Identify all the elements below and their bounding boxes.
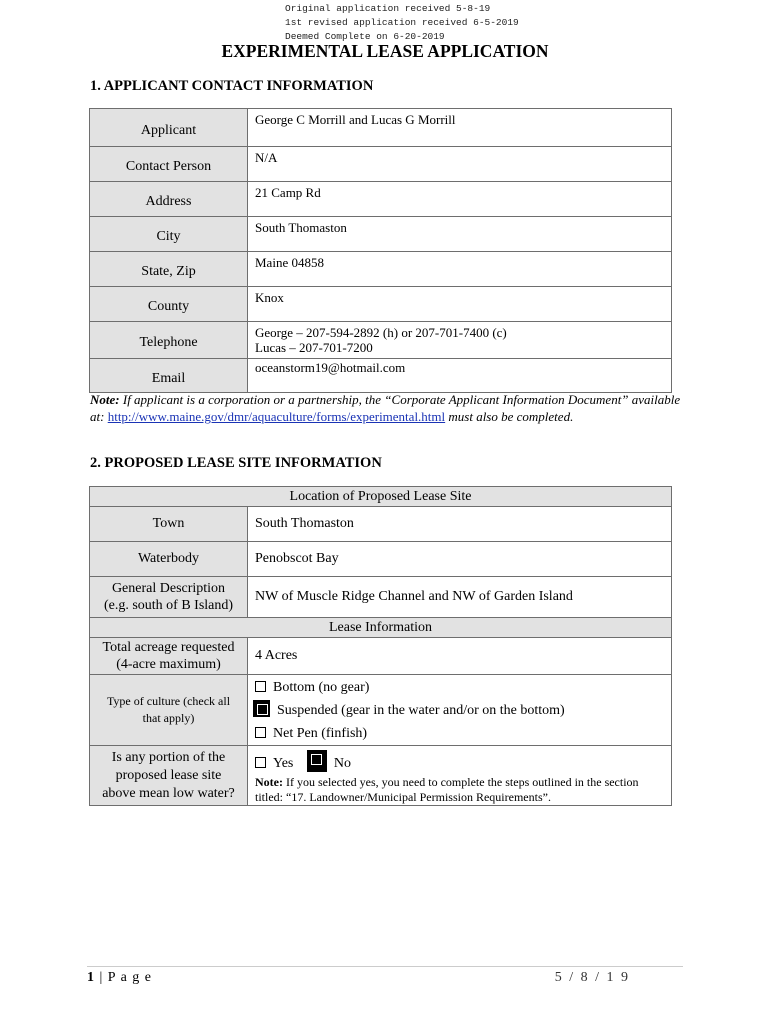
- table-row: [90, 147, 672, 182]
- page-number: [87, 970, 152, 986]
- table-row: [90, 487, 672, 507]
- table-row: [90, 618, 672, 638]
- bottom-label: Bottom (no gear): [273, 679, 370, 695]
- table-row: [90, 638, 672, 675]
- applicant-contact-table: [89, 108, 672, 393]
- above-water-label-3: above mean low water?: [102, 785, 235, 801]
- applicant-label: Applicant: [140, 122, 197, 138]
- table-row: [90, 542, 672, 577]
- email-label: Email: [151, 370, 186, 386]
- contact-person-label: Contact Person: [125, 159, 212, 174]
- waterbody-value: Penobscot Bay: [248, 542, 672, 577]
- net-pen-checkbox[interactable]: [255, 727, 266, 738]
- culture-option-suspended[interactable]: [255, 699, 664, 722]
- table-row: [90, 507, 672, 542]
- lease-site-table: [89, 486, 672, 806]
- note-text-2: must also be completed.: [445, 409, 574, 424]
- suspended-checkbox[interactable]: [253, 700, 270, 717]
- culture-label-2: that apply): [142, 711, 195, 725]
- section2-heading: 2. PROPOSED LEASE SITE INFORMATION: [90, 455, 382, 471]
- page-title: EXPERIMENTAL LEASE APPLICATION: [221, 41, 549, 61]
- footer-divider: [87, 966, 683, 967]
- acreage-value: 4 Acres: [248, 638, 672, 675]
- waterbody-label: Waterbody: [90, 542, 248, 577]
- location-header: Location of Proposed Lease Site: [90, 487, 672, 507]
- address-label: Address: [145, 194, 192, 209]
- city-label: City: [156, 229, 181, 244]
- acreage-label: Total acreage requested: [102, 640, 235, 655]
- town-label: Town: [90, 507, 248, 542]
- section1-heading: 1. APPLICANT CONTACT INFORMATION: [90, 78, 374, 94]
- note-bold: Note:: [90, 392, 120, 407]
- city-value: South Thomaston: [248, 217, 672, 252]
- table-row: [90, 182, 672, 217]
- state-zip-label: State, Zip: [141, 264, 196, 279]
- contact-person-value: N/A: [248, 147, 672, 182]
- net-pen-label: Net Pen (finfish): [273, 725, 368, 741]
- page-num: 1: [87, 970, 95, 985]
- description-example: (e.g. south of B Island): [103, 598, 234, 613]
- description-label: General Description: [111, 581, 226, 596]
- page-label: | P a g e: [95, 970, 152, 985]
- above-note-bold: Note:: [255, 775, 283, 789]
- above-water-label-2: proposed lease site: [115, 767, 222, 783]
- culture-option-bottom[interactable]: [255, 676, 664, 699]
- email-value: oceanstorm19@hotmail.com: [248, 359, 672, 393]
- table-row: [90, 359, 672, 393]
- experimental-form-link[interactable]: http://www.maine.gov/dmr/aquaculture/forms/experimental.html: [107, 409, 446, 424]
- telephone-lucas: Lucas – 207-701-7200: [255, 340, 373, 355]
- no-checkbox[interactable]: [307, 750, 327, 772]
- culture-option-net-pen[interactable]: [255, 722, 664, 745]
- county-label: County: [147, 299, 190, 314]
- acreage-max: (4-acre maximum): [116, 657, 221, 672]
- yes-checkbox[interactable]: [255, 757, 266, 768]
- table-row: [90, 217, 672, 252]
- suspended-label: Suspended (gear in the water and/or on the bottom): [277, 702, 565, 718]
- revised-stamp: 1st revised application received 6-5-2019: [285, 17, 519, 28]
- no-label: No: [333, 756, 351, 771]
- corporate-note: [90, 391, 690, 425]
- applicant-value: George C Morrill and Lucas G Morrill: [248, 109, 672, 147]
- lease-info-header: Lease Information: [90, 618, 672, 638]
- town-value: South Thomaston: [248, 507, 672, 542]
- telephone-george: George – 207-594-2892 (h) or 207-701-7400 (c): [255, 325, 507, 340]
- above-water-label: Is any portion of the: [111, 749, 226, 765]
- culture-label: Type of culture (check all: [106, 694, 231, 708]
- above-water-note: [255, 775, 664, 805]
- bottom-checkbox[interactable]: [255, 681, 266, 692]
- table-row: [90, 322, 672, 359]
- table-row: [90, 577, 672, 618]
- table-row: [90, 675, 672, 746]
- county-value: Knox: [248, 287, 672, 322]
- table-row: [90, 109, 672, 147]
- description-value: NW of Muscle Ridge Channel and NW of Garden Island: [248, 577, 672, 618]
- table-row: [90, 252, 672, 287]
- state-zip-value: Maine 04858: [248, 252, 672, 287]
- address-value: 21 Camp Rd: [248, 182, 672, 217]
- footer-date: 5 / 8 / 1 9: [554, 970, 630, 985]
- complete-stamp: Deemed Complete on 6-20-2019: [285, 31, 445, 42]
- yes-label: Yes: [273, 756, 294, 771]
- received-stamp: Original application received 5-8-19: [285, 3, 491, 14]
- above-note-text: If you selected yes, you need to complete the steps outlined in the section titled: “17. Landowner/Municipal Permission Requirements”.: [255, 775, 639, 804]
- table-row: [90, 746, 672, 806]
- telephone-label: Telephone: [139, 335, 198, 350]
- table-row: [90, 287, 672, 322]
- note-text-1: If applicant is a corporation or a partnership, the “Corporate Applicant Information Document” available at:: [90, 392, 681, 424]
